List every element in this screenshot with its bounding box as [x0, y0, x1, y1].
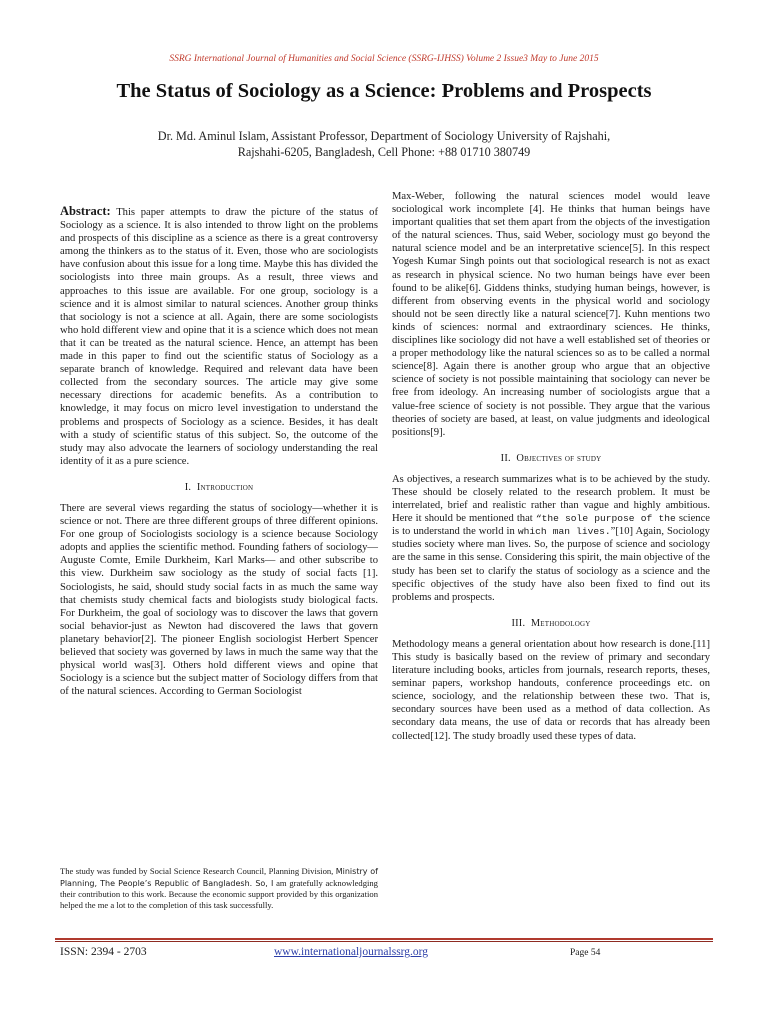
introduction-text: There are several views regarding the status of sociology—whether it is science or not. There are three different groups of three different opinions. For one group of Sociologists sociology is a science because Sociology adopts and applies the scientific method. Founding fathers of sociology—Auguste Comte, Emile Durkheim, Karl Marks— and other subscribe to this view. Durkheim saw sociology as the study of social facts [1]. Sociologists, he said, should study social facts in as much the same way that chemists study chemical facts and biologists study biological facts. For Durkheim, the goal of sociology was to discover the laws that govern social behavior-just as Newton had discovered the laws that govern planetary behavior[2]. The pioneer English sociologist Herbert Spencer believed that society was governed by laws in much the same way that the physical world was[3]. Others hold different views and opine that Sociology is a science but the subject matter of Sociology differs from that of the natural sciences. According to German Sociologist: [60, 502, 378, 698]
right-column: [392, 190, 710, 743]
issn: ISSN: 2394 - 2703: [60, 946, 147, 958]
introduction-numeral: I.: [184, 481, 192, 493]
abstract-label: Abstract:: [60, 204, 111, 218]
introduction-heading: [60, 481, 378, 494]
abstract: [60, 205, 378, 468]
objectives-text-b: science is to understand the world in: [392, 513, 710, 538]
footnote-part-3: am gratefully acknowledging their contribution to this work. Because the economic support provided by this organization helped the me a lot to the completion of this task successfully.: [60, 877, 378, 910]
objectives-text-c: ”[10] Again, Sociology studies society where man lives. So, the purpose of science and sociology are the same in this sense. Considering this spirit, the main objective of the study has been set to clarify the status of sociology as a science and the specific objectives of the study have also been fixed to find out its problems and prospects.: [392, 526, 710, 603]
page-number: Page 54: [570, 948, 601, 958]
footnote-part-2: Ministry of Planning, The People’s Republic of Bangladesh. So, I: [60, 867, 378, 888]
author-line-1: Dr. Md. Aminul Islam, Assistant Professor, Department of Sociology University of Rajshahi,: [157, 129, 611, 143]
author-line-2: Rajshahi-6205, Bangladesh, Cell Phone: +88 01710 380749: [237, 145, 531, 159]
footer-rule-thin: [55, 941, 713, 942]
objectives-numeral: II.: [500, 452, 511, 464]
author-block: [60, 128, 708, 160]
objectives-title: Objectives of study: [516, 452, 602, 464]
methodology-numeral: III.: [511, 617, 526, 629]
footnote-part-1: The study was funded by Social Science Research Council, Planning Division,: [60, 866, 334, 876]
weber-continuation: Max-Weber, following the natural sciences model would leave sociological work incomplete [4]. He thinks that human beings have important qualities that set them apart from the objects of the investigation of the natural sciences. Thus, said Weber, sociology must go beyond the natural science model and be an interpretative science[5]. In this respect Yogesh Kumar Singh points out that sociological research is not as exact as research in physical science. No two human beings have ever been found to be alike[6]. Giddens thinks, studying human beings, however, is different from observing events in the physical world and sociology should not be seen directly like a natural science[7]. Kuhn mentions two kinds of sciences: normal and extraordinary sciences. He thinks, disciplines like sociology did not have a well established set of theories or a proper methodology like the natural sciences so as to be called a normal science[8]. Again there is another group who argue that an objective science of society is not possible maintaining that sociology can never be free from ideology. An increasing number of sociologists argue that a value-free science of society is not possible. They argue that the various theories of society are based, at least, on value judgments and ideological positions[9].: [392, 191, 710, 438]
journal-header: SSRG International Journal of Humanities and Social Science (SSRG-IJHSS) Volume 2 Issue3 May to June 2015: [169, 54, 599, 64]
objectives-quote-b: which man lives.: [517, 526, 611, 538]
methodology-text: Methodology means a general orientation about how research is done.[11] This study is basically based on the review of primary and secondary literature including books, articles from journals, research reports, theses, seminar papers, workshop handouts, conference proceedings etc. on science, sociology, and the relationship between these two. That is, secondary sources have been used as a method of data collection. As secondary data means, the use of data or records that has already been collected[12]. The study broadly used these types of data.: [392, 638, 710, 742]
left-column: [60, 190, 378, 698]
methodology-title: Methodology: [530, 617, 591, 629]
methodology-heading: [392, 617, 710, 630]
objectives-text-a: As objectives, a research summarizes what is to be achieved by the study. These should be closely related to the research problem. It must be interrelated, brief and realistic rather than vague and highly ambitious. Here it should be mentioned that: [392, 473, 710, 525]
paper-title: The Status of Sociology as a Science: Problems and Prospects: [116, 80, 652, 102]
objectives-quote-a: “the sole purpose of the: [535, 513, 676, 525]
abstract-text: This paper attempts to draw the picture of the status of Sociology as a science. It is also intended to throw light on the problems and prospects of this discipline as a science as there is a great controversy among the thinkers as to the status of it. Even, those who are sociologists have confusion about this issue for a long time. Maybe this has divided the sociologists into three main groups. As a result, three views and approaches to this issue are available. For one group, sociology is a science and it is almost similar to natural sciences. Another group thinks that sociology is not a science at all. Again, there are some sociologists who hold different view and opine that it is a science which does not mean that it can be treated as the natural science. Hence, an attempt has been made in this paper to find out the scientific status of Sociology as a separate branch of knowledge. Required and relevant data have been collected from the secondary sources. The article may give some necessary directions for academic benefits. As a contribution to knowledge, it may focus on micro level investigation to understand the problems and prospects of Sociology as a science. Besides, it has dealt with a study of scientific status of this subject. So, the outcome of the study may also advocate the learners of sociology understanding the real identity of it as a pure science.: [60, 207, 378, 467]
objectives-text: [392, 473, 710, 604]
objectives-heading: [392, 452, 710, 465]
page-footer: [60, 946, 710, 962]
journal-website-link[interactable]: www.internationaljournalssrg.org: [274, 946, 429, 958]
footer-rule: [55, 938, 713, 940]
funding-footnote: [60, 866, 378, 910]
introduction-title: Introduction: [196, 481, 254, 493]
